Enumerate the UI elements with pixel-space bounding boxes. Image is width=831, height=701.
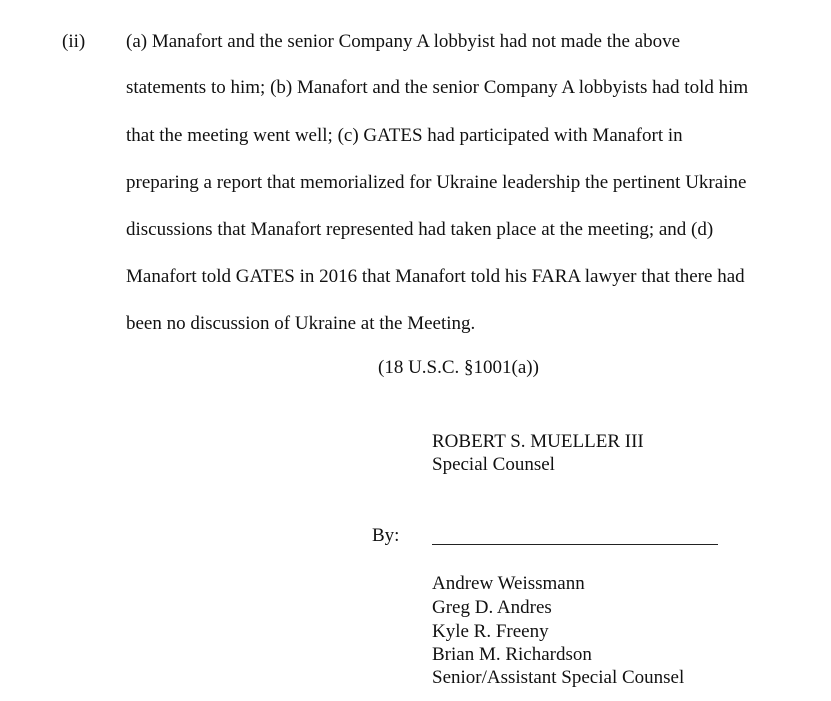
signature-line [432, 544, 718, 545]
statute-citation: (18 U.S.C. §1001(a)) [378, 357, 539, 378]
counsel-name: Brian M. Richardson [432, 644, 592, 665]
paragraph-line: Manafort told GATES in 2016 that Manafort told his FARA lawyer that there had [126, 266, 745, 287]
counsel-name: Kyle R. Freeny [432, 621, 549, 642]
paragraph-line: statements to him; (b) Manafort and the senior Company A lobbyists had told him [126, 77, 749, 98]
counsel-name: Andrew Weissmann [432, 573, 585, 594]
by-label: By: [372, 525, 400, 546]
paragraph-line: that the meeting went well; (c) GATES had participated with Manafort in [126, 125, 683, 146]
paragraph-line: (a) Manafort and the senior Company A lobbyist had not made the above [126, 31, 681, 52]
signatory-name: ROBERT S. MUELLER III [432, 431, 644, 452]
paragraph-number: (ii) [62, 31, 86, 52]
counsel-title: Senior/Assistant Special Counsel [432, 667, 685, 688]
signatory-title: Special Counsel [432, 454, 555, 475]
paragraph-line: preparing a report that memorialized for Ukraine leadership the pertinent Ukraine [126, 172, 747, 193]
paragraph-line: discussions that Manafort represented had taken place at the meeting; and (d) [126, 219, 714, 240]
counsel-name: Greg D. Andres [432, 597, 552, 618]
paragraph-line: been no discussion of Ukraine at the Meeting. [126, 313, 476, 334]
